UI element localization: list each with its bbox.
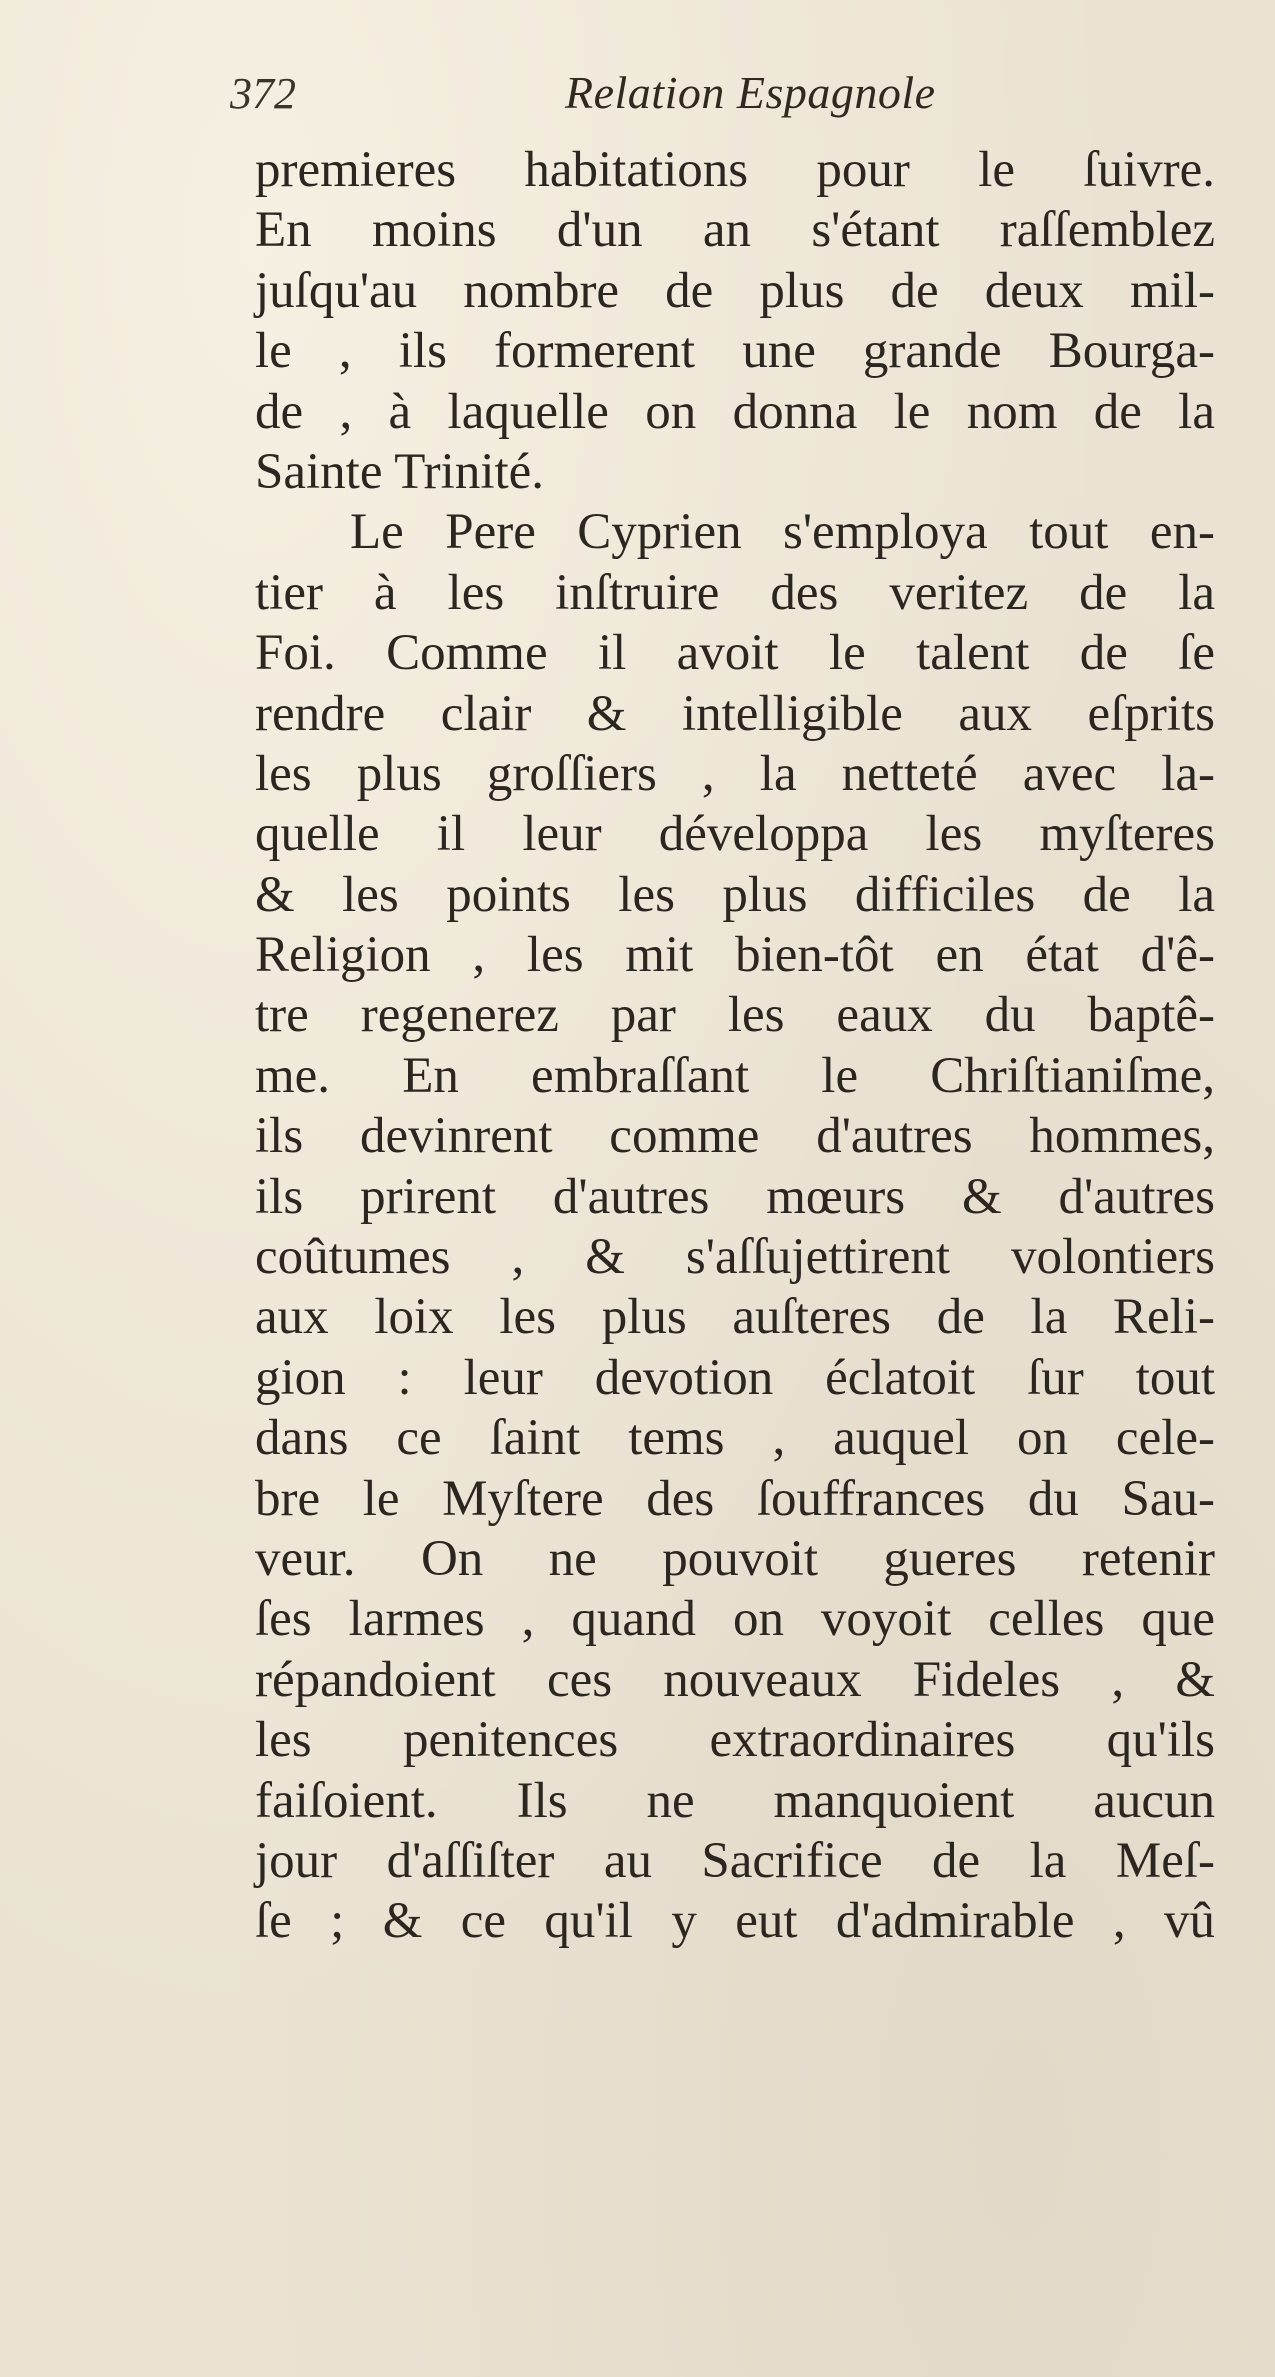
text-line: jour d'aſſiſter au Sacrifice de la Meſ- [255, 1832, 1215, 1889]
body-text [255, 140, 1215, 1952]
text-line: bre le Myſtere des ſouffrances du Sau- [255, 1470, 1215, 1527]
text-line: gion : leur devotion éclatoit ſur tout [255, 1349, 1215, 1406]
text-line: premieres habitations pour le ſuivre. [255, 142, 1215, 198]
text-line: Sainte Trinité. [255, 443, 545, 500]
text-line: rendre clair & intelligible aux eſprits [255, 685, 1215, 742]
text-line: Religion , les mit bien-tôt en état d'ê- [255, 927, 1215, 984]
paragraph-start-line: Le Pere Cyprien s'employa tout en- [350, 504, 1215, 561]
text-line: quelle il leur développa les myſteres [255, 806, 1215, 863]
text-line: veur. On ne pouvoit gueres retenir [255, 1530, 1215, 1587]
text-line: coûtumes , & s'aſſujettirent volontiers [255, 1229, 1215, 1286]
text-line: faiſoient. Ils ne manquoient aucun [255, 1772, 1215, 1829]
text-line: ſes larmes , quand on voyoit celles que [255, 1591, 1215, 1648]
text-line: répandoient ces nouveaux Fideles , & [255, 1651, 1215, 1708]
text-line: En moins d'un an s'étant raſſemblez [255, 202, 1215, 259]
page-number: 372 [230, 69, 296, 118]
text-line: de , à laquelle on donna le nom de la [255, 383, 1215, 440]
text-line: ils devinrent comme d'autres hommes, [255, 1108, 1215, 1165]
text-line: les plus groſſiers , la netteté avec la- [255, 745, 1215, 802]
text-line: dans ce ſaint tems , auquel on cele- [255, 1410, 1215, 1467]
text-line: Foi. Comme il avoit le talent de ſe [255, 625, 1215, 682]
text-line: le , ils formerent une grande Bourga- [255, 323, 1215, 380]
text-line: me. En embraſſant le Chriſtianiſme, [255, 1047, 1215, 1104]
text-line: les penitences extraordinaires qu'ils [255, 1712, 1215, 1769]
text-line: & les points les plus difficiles de la [255, 866, 1215, 923]
text-line: ſe ; & ce qu'il y eut d'admirable , vû [255, 1893, 1215, 1950]
text-line: juſqu'au nombre de plus de deux mil- [255, 262, 1215, 319]
text-line: aux loix les plus auſteres de la Reli- [255, 1289, 1215, 1346]
text-line: tier à les inſtruire des veritez de la [255, 564, 1215, 621]
running-head-title: Relation Espagnole [565, 67, 936, 118]
text-line: tre regenerez par les eaux du baptê- [255, 987, 1215, 1044]
text-line: ils prirent d'autres mœurs & d'autres [255, 1168, 1215, 1225]
running-head [200, 66, 1120, 136]
